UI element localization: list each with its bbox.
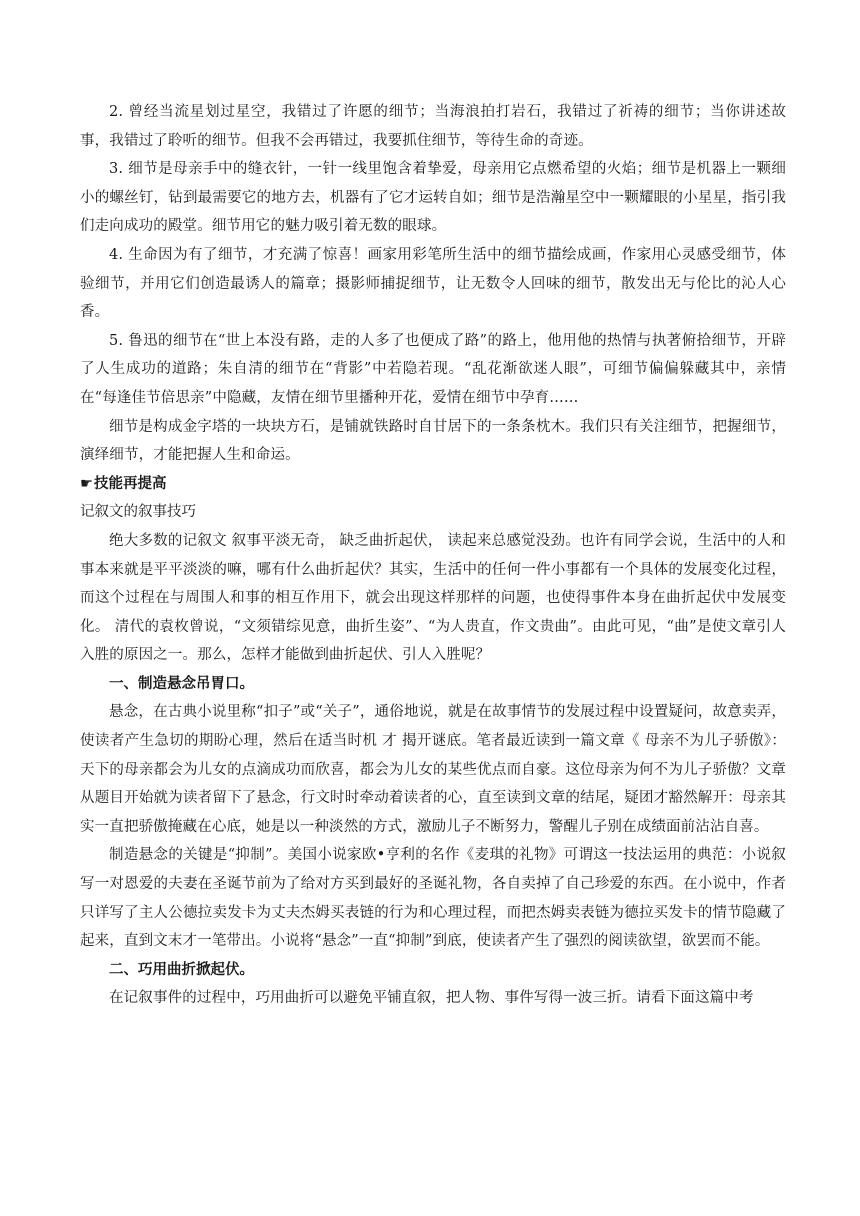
paragraph-point-4: 4. 生命因为有了细节，才充满了惊喜！画家用彩笔所生活中的细节描绘成画，作家用心灵感受细节，体验细节，并用它们创造最诱人的篇章；摄影师捕捉细节，让无数令人回味的细节，散发出无与伦比的沁人心香。 <box>80 246 786 321</box>
topic-label: 记叙文的叙事技巧 <box>80 504 196 521</box>
intro-paragraph: 绝大多数的记叙文 叙事平淡无奇， 缺乏曲折起伏， 读起来总感觉没劲。也许有同学会说，生活中的人和事本来就是平平淡淡的嘛，哪有什么曲折起伏？其实，生活中的任何一件小事都有一个具体的发展变化过程，而这个过程在与周围人和事的相互作用下，就会出现这样那样的问题，也使得事件本身在曲折起伏中发展变化。 清代的袁枚曾说，“文须错综见意，曲折生姿”、“为人贵直，作文贵曲”。由此可见，“曲”是使文章引人入胜的原因之一。那么，怎样才能做到曲折起伏、引人入胜呢？ <box>80 532 786 664</box>
paragraph-point-3: 3. 细节是母亲手中的缝衣针，一针一线里饱含着挚爱，母亲用它点燃希望的火焰；细节是机器上一颗细小的螺丝钉，钻到最需要它的地方去，机器有了它才运转自如；细节是浩瀚星空中一颗耀眼的小星星，指引我们走向成功的殿堂。细节用它的魅力吸引着无数的眼球。 <box>80 161 786 235</box>
subsection-1-paragraph: 悬念，在古典小说里称“扣子”或“关子”，通俗地说，就是在故事情节的发展过程中设置疑问，故意卖弄，使读者产生急切的期盼心理，然后在适当时机 才 揭开谜底。笔者最近读到一篇文章《 母亲不为儿子骄傲》：天下的母亲都会为儿女的点滴成功而欣喜，都会为儿女的某些优点而自豪。这位母亲为何不为儿子骄傲？文章从题目开始就为读者留下了悬念，行文时时牵动着读者的心，直至读到文章的结尾，疑团才豁然解开：母亲其实一直把骄傲掩藏在心底，她是以一种淡然的方式，激励儿子不断努力，警醒儿子别在成绩面前沾沾自喜。 <box>80 704 786 835</box>
section-heading <box>80 470 786 499</box>
subsection-2-title: 二、巧用曲折掀起伏。 <box>109 961 254 978</box>
subsection-2-paragraph: 在记叙事件的过程中，巧用曲折可以避免平铺直叙，把人物、事件写得一波三折。请看下面这篇中考 <box>109 990 754 1007</box>
paragraph-point-5: 5. 鲁迅的细节在“世上本没有路，走的人多了也便成了路”的路上，他用他的热情与执著俯拾细节，开辟了人生成功的道路；朱自清的细节在“背影”中若隐若现。“乱花渐欲迷人眼”，可细节偏偏躲藏其中，亲情在“每逢佳节倍思亲”中隐藏，友情在细节里播种开花，爱情在细节中孕育…… <box>80 332 786 406</box>
section-heading-text: 技能再提高 <box>94 475 167 492</box>
paragraph-conclusion: 细节是构成金字塔的一块块方石，是铺就铁路时自甘居下的一条条枕木。我们只有关注细节，把握细节，演绎细节，才能把握人生和命运。 <box>80 418 786 464</box>
pointing-hand-icon: ☛ <box>80 475 93 492</box>
document-page <box>80 98 786 1013</box>
paragraph-point-2: 2. 曾经当流星划过星空，我错过了许愿的细节；当海浪拍打岩石，我错过了祈祷的细节；当你讲述故事，我错过了聆听的细节。但我不会再错过，我要抓住细节，等待生命的奇迹。 <box>80 104 786 149</box>
subsection-1-title: 一、制造悬念吊胃口。 <box>109 675 254 692</box>
subsection-1-paragraph: 制造悬念的关键是“抑制”。美国小说家欧•亨利的名作《麦琪的礼物》可谓这一技法运用的典范：小说叙写一对恩爱的夫妻在圣诞节前为了给对方买到最好的圣诞礼物，各自卖掉了自己珍爱的东西。在小说中，作者只详写了主人公德拉卖发卡为丈夫杰姆买表链的行为和心理过程，而把杰姆卖表链为德拉买发卡的情节隐藏了起来，直到文末才一笔带出。小说将“悬念”一直“抑制”到底，使读者产生了强烈的阅读欲望，欲罢而不能。 <box>80 847 786 950</box>
